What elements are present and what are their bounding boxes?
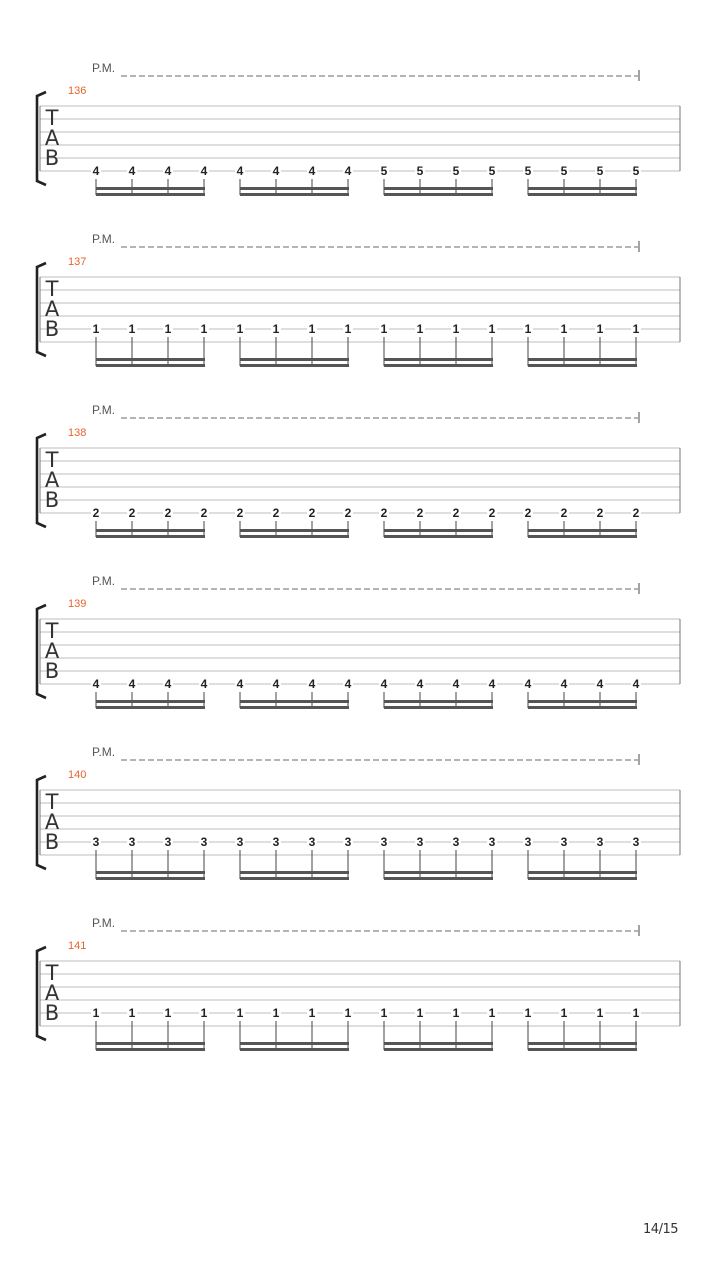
fret-number: 4	[308, 164, 316, 178]
beam	[240, 1048, 349, 1051]
fret-number: 3	[164, 835, 172, 849]
fret-number: 5	[380, 164, 388, 178]
fret-number: 1	[560, 322, 568, 336]
fret-number: 4	[272, 164, 280, 178]
fret-number: 1	[344, 1006, 352, 1020]
fret-number: 5	[596, 164, 604, 178]
fret-number: 4	[344, 677, 352, 691]
measure-number: 141	[68, 940, 87, 952]
fret-number: 1	[200, 1006, 208, 1020]
tab-system	[37, 574, 680, 709]
fret-number: 4	[236, 677, 244, 691]
fret-number: 3	[380, 835, 388, 849]
fret-number: 2	[452, 506, 460, 520]
fret-number: 2	[488, 506, 496, 520]
fret-number: 1	[452, 1006, 460, 1020]
fret-number: 3	[344, 835, 352, 849]
beam	[96, 358, 205, 361]
fret-number: 5	[632, 164, 640, 178]
fret-number: 4	[200, 677, 208, 691]
fret-number: 1	[308, 322, 316, 336]
tab-clef-letter: B	[44, 1001, 60, 1025]
beam	[96, 1042, 205, 1045]
fret-number: 3	[92, 835, 100, 849]
fret-number: 3	[488, 835, 496, 849]
tab-clef-letter: B	[44, 830, 60, 854]
beam	[528, 871, 637, 874]
fret-number: 4	[236, 164, 244, 178]
beam	[528, 700, 637, 703]
fret-number: 1	[596, 322, 604, 336]
tab-system	[37, 61, 680, 196]
tab-clef-letter: B	[44, 146, 60, 170]
beam	[528, 1042, 637, 1045]
palm-mute-label: P.M.	[92, 916, 116, 930]
beam	[528, 358, 637, 361]
palm-mute-label: P.M.	[92, 403, 116, 417]
tab-system	[37, 916, 680, 1051]
fret-number: 3	[452, 835, 460, 849]
fret-number: 1	[380, 322, 388, 336]
tab-clef-letter: T	[45, 448, 59, 472]
fret-number: 3	[524, 835, 532, 849]
fret-number: 2	[200, 506, 208, 520]
fret-number: 1	[632, 1006, 640, 1020]
fret-number: 1	[164, 1006, 172, 1020]
fret-number: 1	[272, 1006, 280, 1020]
beam	[528, 877, 637, 880]
beam	[96, 877, 205, 880]
tab-clef-letter: A	[44, 297, 60, 321]
fret-number: 3	[596, 835, 604, 849]
fret-number: 2	[344, 506, 352, 520]
beam	[528, 535, 637, 538]
fret-number: 2	[380, 506, 388, 520]
fret-number: 1	[344, 322, 352, 336]
fret-number: 5	[488, 164, 496, 178]
fret-number: 5	[560, 164, 568, 178]
beam	[384, 706, 493, 709]
tab-system	[37, 403, 680, 538]
fret-number: 4	[92, 677, 100, 691]
beam	[528, 1048, 637, 1051]
beam	[96, 700, 205, 703]
palm-mute-label: P.M.	[92, 745, 116, 759]
beam	[96, 1048, 205, 1051]
tab-clef-letter: A	[44, 810, 60, 834]
beam	[528, 193, 637, 196]
beam	[384, 364, 493, 367]
beam	[384, 877, 493, 880]
fret-number: 4	[344, 164, 352, 178]
beam	[240, 358, 349, 361]
fret-number: 3	[560, 835, 568, 849]
beam	[96, 193, 205, 196]
fret-number: 1	[92, 1006, 100, 1020]
fret-number: 4	[272, 677, 280, 691]
fret-number: 1	[128, 322, 136, 336]
fret-number: 5	[452, 164, 460, 178]
beam	[240, 700, 349, 703]
fret-number: 3	[416, 835, 424, 849]
tab-clef-letter: A	[44, 126, 60, 150]
beam	[384, 1042, 493, 1045]
beam	[384, 187, 493, 190]
fret-number: 2	[128, 506, 136, 520]
fret-number: 2	[596, 506, 604, 520]
measure-number: 137	[68, 256, 87, 268]
palm-mute-label: P.M.	[92, 61, 116, 75]
beam	[240, 1042, 349, 1045]
beam	[240, 706, 349, 709]
fret-number: 1	[200, 322, 208, 336]
fret-number: 1	[164, 322, 172, 336]
fret-number: 1	[488, 1006, 496, 1020]
fret-number: 2	[560, 506, 568, 520]
fret-number: 2	[416, 506, 424, 520]
fret-number: 1	[524, 1006, 532, 1020]
fret-number: 4	[380, 677, 388, 691]
fret-number: 1	[560, 1006, 568, 1020]
fret-number: 1	[524, 322, 532, 336]
beam	[240, 871, 349, 874]
tab-clef-letter: T	[45, 790, 59, 814]
fret-number: 4	[128, 677, 136, 691]
beam	[240, 529, 349, 532]
tab-clef-letter: T	[45, 277, 59, 301]
fret-number: 3	[632, 835, 640, 849]
fret-number: 3	[236, 835, 244, 849]
fret-number: 2	[308, 506, 316, 520]
fret-number: 2	[236, 506, 244, 520]
beam	[96, 529, 205, 532]
fret-number: 2	[524, 506, 532, 520]
fret-number: 5	[524, 164, 532, 178]
tab-clef-letter: A	[44, 639, 60, 663]
beam	[384, 529, 493, 532]
fret-number: 3	[128, 835, 136, 849]
beam	[240, 193, 349, 196]
fret-number: 1	[272, 322, 280, 336]
beam	[384, 535, 493, 538]
beam	[528, 706, 637, 709]
fret-number: 1	[236, 1006, 244, 1020]
beam	[384, 700, 493, 703]
fret-number: 1	[236, 322, 244, 336]
tab-clef-letter: T	[45, 961, 59, 985]
fret-number: 1	[596, 1006, 604, 1020]
fret-number: 4	[200, 164, 208, 178]
tab-system	[37, 232, 680, 367]
fret-number: 4	[452, 677, 460, 691]
fret-number: 4	[632, 677, 640, 691]
measure-number: 136	[68, 85, 87, 97]
beam	[240, 364, 349, 367]
fret-number: 4	[416, 677, 424, 691]
beam	[96, 535, 205, 538]
tab-clef-letter: A	[44, 981, 60, 1005]
fret-number: 4	[164, 677, 172, 691]
beam	[384, 358, 493, 361]
fret-number: 4	[524, 677, 532, 691]
tab-clef-letter: A	[44, 468, 60, 492]
tab-clef-letter: B	[44, 488, 60, 512]
measure-number: 140	[68, 769, 87, 781]
palm-mute-label: P.M.	[92, 574, 116, 588]
tab-clef-letter: T	[45, 619, 59, 643]
fret-number: 2	[92, 506, 100, 520]
fret-number: 1	[308, 1006, 316, 1020]
fret-number: 2	[272, 506, 280, 520]
tab-clef-letter: B	[44, 659, 60, 683]
fret-number: 5	[416, 164, 424, 178]
beam	[96, 364, 205, 367]
tab-clef-letter: T	[45, 106, 59, 130]
fret-number: 3	[308, 835, 316, 849]
fret-number: 1	[128, 1006, 136, 1020]
beam	[384, 871, 493, 874]
fret-number: 4	[128, 164, 136, 178]
fret-number: 2	[164, 506, 172, 520]
beam	[240, 535, 349, 538]
palm-mute-label: P.M.	[92, 232, 116, 246]
measure-number: 138	[68, 427, 87, 439]
fret-number: 1	[488, 322, 496, 336]
beam	[384, 1048, 493, 1051]
beam	[528, 364, 637, 367]
fret-number: 4	[164, 164, 172, 178]
beam	[96, 706, 205, 709]
fret-number: 4	[560, 677, 568, 691]
fret-number: 4	[596, 677, 604, 691]
fret-number: 1	[416, 1006, 424, 1020]
beam	[528, 187, 637, 190]
fret-number: 1	[632, 322, 640, 336]
fret-number: 1	[416, 322, 424, 336]
beam	[240, 877, 349, 880]
beam	[96, 187, 205, 190]
fret-number: 4	[308, 677, 316, 691]
tab-system	[37, 745, 680, 880]
fret-number: 1	[452, 322, 460, 336]
tab-clef-letter: B	[44, 317, 60, 341]
fret-number: 4	[488, 677, 496, 691]
fret-number: 2	[632, 506, 640, 520]
beam	[240, 187, 349, 190]
fret-number: 1	[380, 1006, 388, 1020]
fret-number: 1	[92, 322, 100, 336]
fret-number: 3	[200, 835, 208, 849]
beam	[384, 193, 493, 196]
beam	[96, 871, 205, 874]
beam	[528, 529, 637, 532]
fret-number: 3	[272, 835, 280, 849]
page-number: 14/15	[643, 1222, 678, 1237]
fret-number: 4	[92, 164, 100, 178]
measure-number: 139	[68, 598, 87, 610]
